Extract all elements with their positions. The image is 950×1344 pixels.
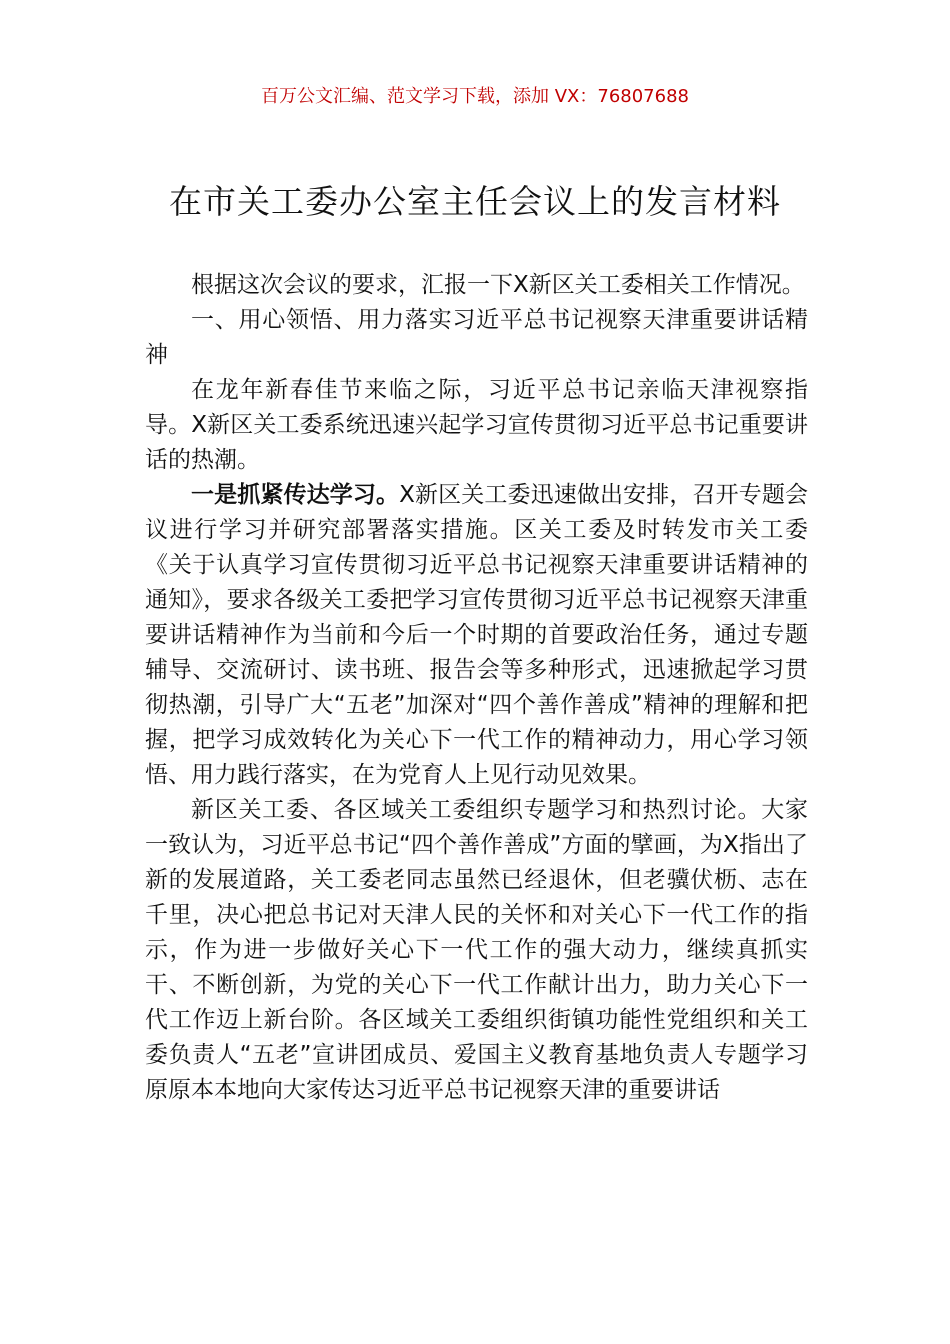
document-title: 在市关工委办公室主任会议上的发言材料 — [169, 182, 781, 221]
point-one-lead: 一是抓紧传达学习。 — [191, 482, 400, 508]
header-download-note: 百万公文汇编、范文学习下载，添加 VX：76807688 — [261, 86, 689, 107]
paragraph-context: 在龙年新春佳节来临之际，习近平总书记亲临天津视察指导。X新区关工委系统迅速兴起学习宣传贯彻习近平总书记重要讲话的热潮。 — [145, 377, 808, 473]
paragraph-intro: 根据这次会议的要求，汇报一下X新区关工委相关工作情况。 — [191, 272, 805, 298]
point-one-text: X新区关工委迅速做出安排，召开专题会议进行学习并研究部署落实措施。区关工委及时转发市关工委《关于认真学习宣传贯彻习近平总书记视察天津重要讲话精神的通知》，要求各级关工委把学习宣传贯彻习近平总书记视察天津重要讲话精神作为当前和今后一个时期的首要政治任务，通过专题辅导、交流研讨、读书班、报告会等多种形式，迅速掀起学习贯彻热潮，引导广大“五老”加深对“四个善作善成”精神的理解和把握，把学习成效转化为关心下一代工作的精神动力，用心学习领悟、用力践行落实，在为党育人上见行动见效果。 — [145, 482, 808, 788]
paragraph-point-one — [145, 478, 808, 793]
paragraph-discussion: 新区关工委、各区域关工委组织专题学习和热烈讨论。大家一致认为，习近平总书记“四个善作善成”方面的擘画，为X指出了新的发展道路，关工委老同志虽然已经退休，但老骥伏枥、志在千里，决心把总书记对天津人民的关怀和对关心下一代工作的指示，作为进一步做好关心下一代工作的强大动力，继续真抓实干、不断创新，为党的关心下一代工作献计出力，助力关心下一代工作迈上新台阶。各区域关工委组织街镇功能性党组织和关工委负责人“五老”宣讲团成员、爱国主义教育基地负责人专题学习原原本本地向大家传达习近平总书记视察天津的重要讲话 — [145, 797, 808, 1103]
paragraph-section-heading: 一、用心领悟、用力落实习近平总书记视察天津重要讲话精神 — [145, 307, 808, 368]
document-body — [145, 268, 808, 1108]
